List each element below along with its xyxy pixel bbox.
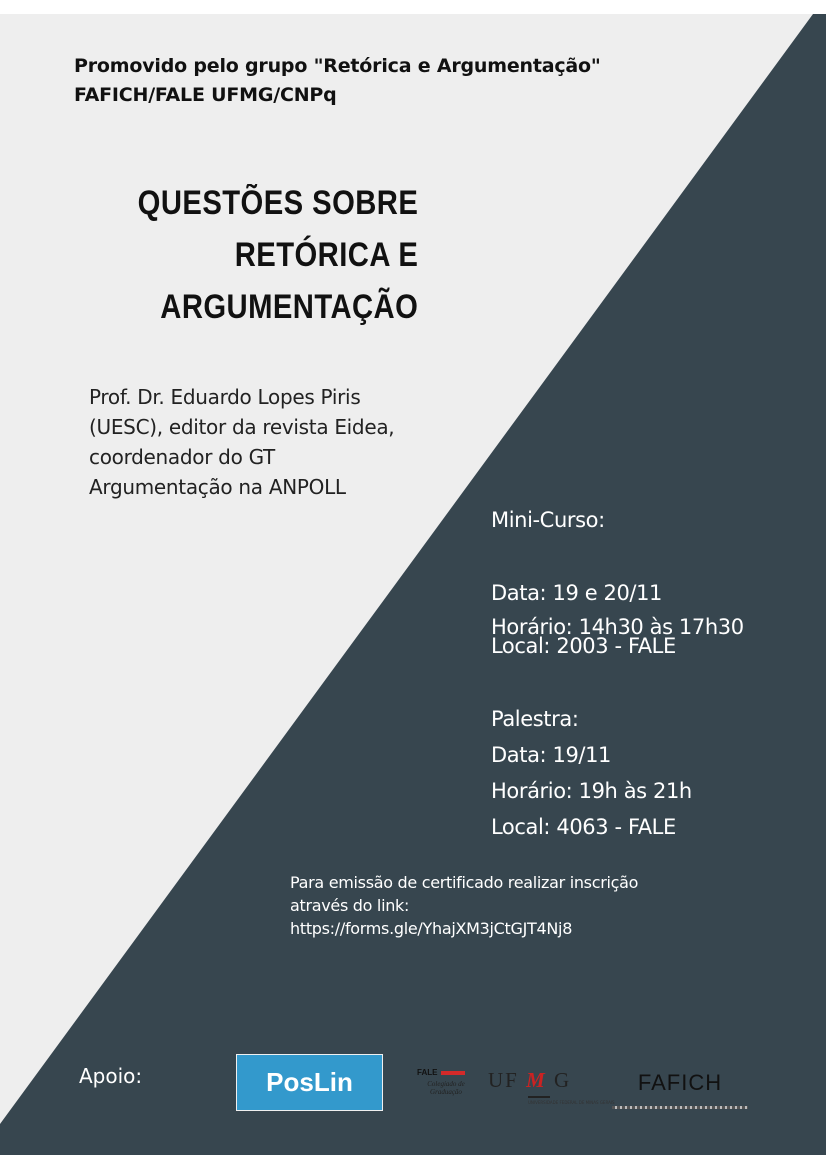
speaker-line-4: Argumentação na ANPOLL	[89, 475, 346, 499]
fafich-logo-word: FAFICH	[637, 1070, 723, 1095]
palestra-heading: Palestra:	[491, 707, 579, 731]
speaker-description	[89, 382, 394, 502]
speaker-line-3: coordenador do GT	[89, 445, 275, 469]
fafich-logo-tagline	[612, 1106, 748, 1109]
registration-link[interactable]: https://forms.gle/YhajXM3jCtGJT4Nj8	[290, 919, 573, 938]
ufmg-logo	[488, 1068, 615, 1120]
fale-logo	[417, 1068, 469, 1108]
title-line-2: RETÓRICA E	[234, 236, 418, 274]
mini-curso-place: Local: 2003 - FALE	[491, 634, 676, 658]
speaker-line-1: Prof. Dr. Eduardo Lopes Piris	[89, 385, 361, 409]
certificate-line-2: através do link:	[290, 896, 410, 915]
title-line-1: QUESTÕES SOBRE	[137, 184, 418, 222]
speaker-line-2: (UESC), editor da revista Eidea,	[89, 415, 395, 439]
palestra-date: Data: 19/11	[491, 743, 612, 767]
fale-logo-subtitle: Colegiado de Graduação	[427, 1080, 465, 1096]
mini-curso-date: Data: 19 e 20/11	[491, 581, 663, 605]
certificate-line-1: Para emissão de certificado realizar inscrição	[290, 873, 639, 892]
support-label: Apoio:	[79, 1064, 143, 1088]
mini-curso-time: Horário: 14h30 às 17h30	[491, 615, 744, 639]
mini-curso-heading: Mini-Curso:	[491, 508, 605, 532]
fale-logo-bar	[441, 1071, 465, 1075]
promoter-text	[74, 52, 601, 110]
palestra-time: Horário: 19h às 21h	[491, 779, 692, 803]
title-line-3: ARGUMENTAÇÃO	[159, 288, 418, 326]
promoter-line-2: FAFICH/FALE UFMG/CNPq	[74, 84, 337, 106]
poster	[0, 14, 826, 1155]
poslin-logo	[236, 1054, 383, 1111]
ufmg-logo-bar	[528, 1096, 550, 1098]
promoter-line-1: Promovido pelo grupo "Retórica e Argumentação"	[74, 55, 601, 77]
event-title	[137, 177, 418, 333]
ufmg-logo-word: UF M G	[488, 1068, 572, 1092]
fafich-logo	[610, 1070, 750, 1120]
certificate-info	[290, 871, 638, 940]
palestra-place: Local: 4063 - FALE	[491, 815, 676, 839]
poslin-logo-text: PosLin	[266, 1067, 353, 1097]
ufmg-logo-subtitle: UNIVERSIDADE FEDERAL DE MINAS GERAIS	[528, 1100, 615, 1105]
fale-logo-word: FALE	[417, 1068, 438, 1077]
